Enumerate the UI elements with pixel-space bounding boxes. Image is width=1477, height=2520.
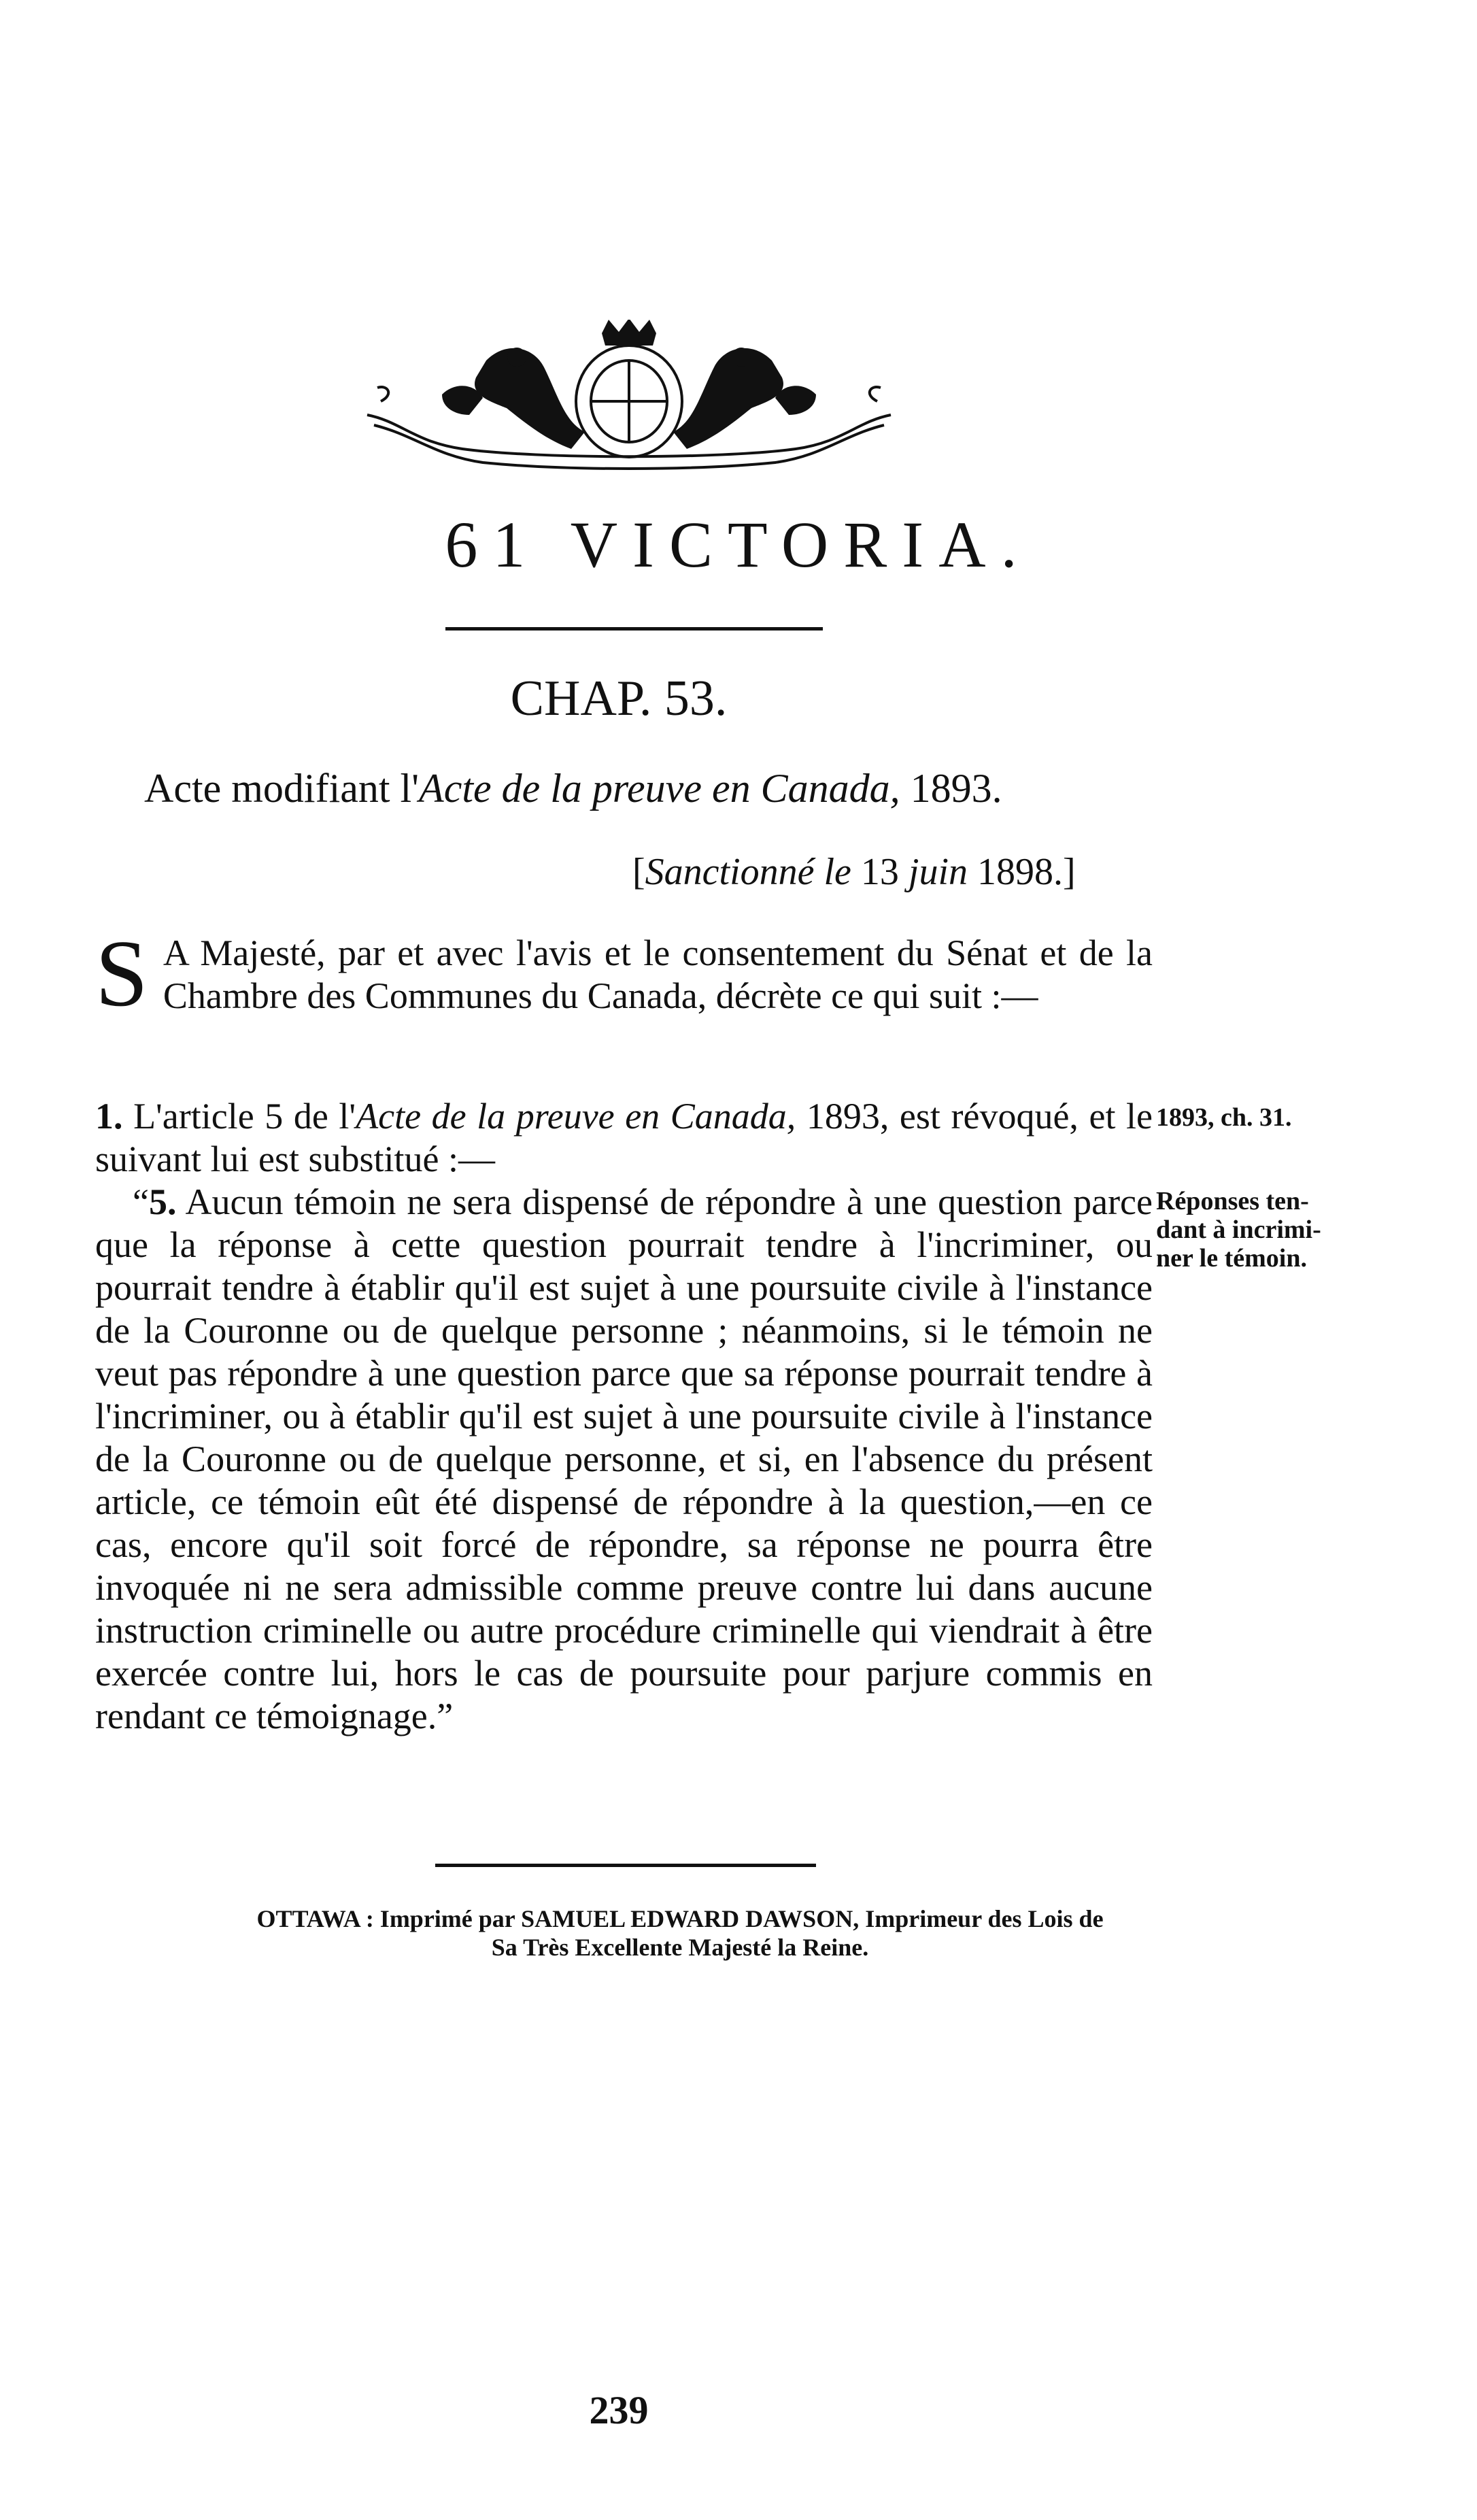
royal-coat-of-arms-emblem: [360, 320, 898, 476]
section-number: 1.: [95, 1096, 123, 1137]
chapter-number: CHAP. 53.: [510, 671, 728, 726]
printer-imprint: OTTAWA : Imprimé par SAMUEL EDWARD DAWSON, Imprimeur des Lois de Sa Très Excellente Majesté la Reine.: [256, 1905, 1104, 1961]
margin-note-subject: Réponses ten- dant à incrimi- ner le témoin.: [1156, 1187, 1321, 1273]
assent-date: [Sanctionné le 13 juin 1898.]: [632, 851, 1076, 893]
subsection-number: 5.: [148, 1181, 177, 1222]
margin-note-citation: 1893, ch. 31.: [1156, 1103, 1292, 1132]
act-title: Acte modifiant l'Acte de la preuve en Canada, 1893.: [144, 766, 1002, 811]
title-divider: [445, 627, 823, 631]
section-1: 1. L'article 5 de l'Acte de la preuve en Canada, 1893, est révoqué, et le suivant lui est substitué :— “5. Aucun témoin ne sera dispensé de répondre à une question parce que la réponse à cette question pourrait tendre à l'incriminer, ou pourrait tendre à établir qu'il est sujet à une poursuite civile à l'instance de la Couronne ou de quelque personne ; néanmoins, si le témoin ne veut pas répondre à une question parce que sa réponse pourrait tendre à l'incriminer, ou à établir qu'il est sujet à une poursuite civile à l'instance de la Couronne ou de quelque personne, et si, en l'absence du présent article, ce témoin eût été dispensé de répondre à la question,—en ce cas, encore qu'il soit forcé de répondre, sa réponse ne pourra être invoquée ni ne sera admissible comme preuve contre lui dans aucune instruction criminelle ou autre procédure criminelle qui viendrait à être exercée contre lui, hors le cas de poursuite pour parjure commis en rendant ce témoignage.”: [95, 1096, 1153, 1736]
drop-cap: S: [95, 921, 148, 1026]
page-number: 239: [589, 2388, 649, 2432]
enacting-clause: S A Majesté, par et avec l'avis et le consentement du Sénat et de la Chambre des Communes du Canada, décrète ce qui suit :—: [95, 921, 1153, 1026]
regnal-year-heading: 61 VICTORIA.: [445, 508, 1032, 581]
footer-divider: [435, 1864, 816, 1867]
